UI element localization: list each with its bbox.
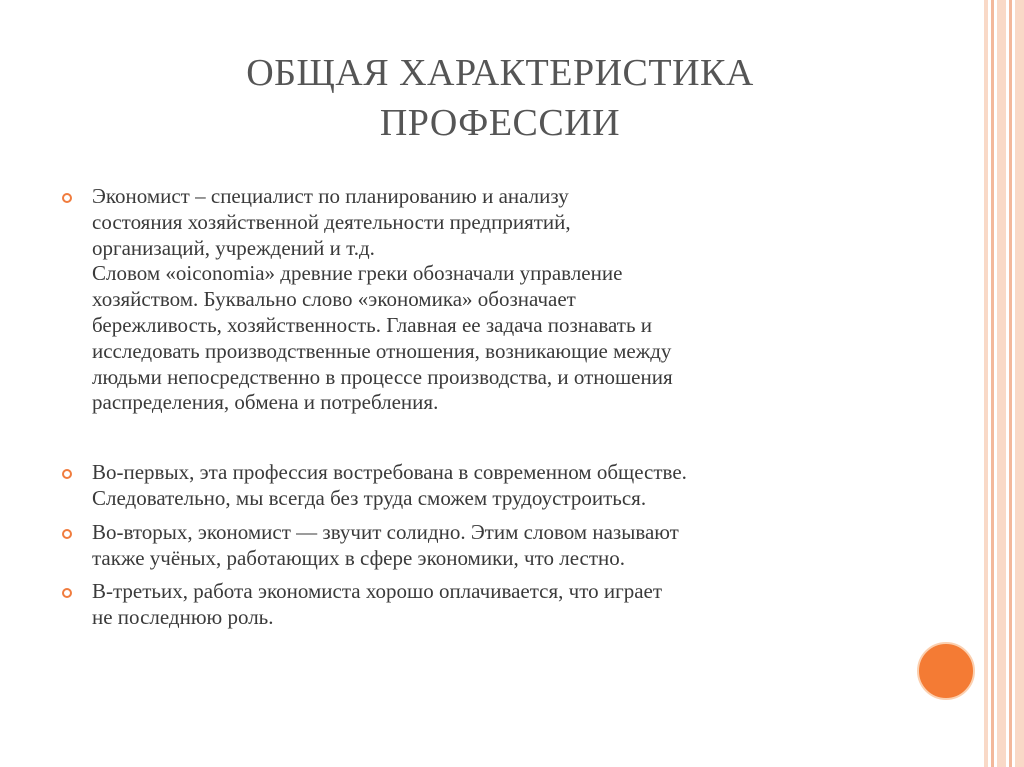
- bullet-line: людьми непосредственно в процессе производства, и отношения: [92, 364, 673, 389]
- bullet-line: не последнюю роль.: [92, 605, 274, 630]
- decorative-circle-icon: [917, 642, 975, 700]
- bullet-item-second: [60, 520, 900, 572]
- bullet-item-third: [60, 579, 900, 631]
- bullet-text: – специалист по планированию и анализу: [189, 184, 569, 208]
- bullet-line: также учёных, работающих в сфере экономики, что лестно.: [92, 545, 626, 570]
- bullet-line: исследовать производственные отношения, возникающие между: [92, 338, 672, 363]
- slide-title: [100, 48, 900, 148]
- bullet-list: [60, 184, 900, 631]
- bullet-item-definition: [60, 184, 900, 416]
- bullet-line: распределения, обмена и потребления.: [92, 390, 439, 415]
- decorative-stripe: [991, 0, 994, 767]
- bullet-line: хозяйством. Буквально слово «экономика» обозначает: [92, 287, 576, 312]
- bullet-line: состояния хозяйственной деятельности предприятий,: [92, 209, 571, 234]
- bullet-line: Во-вторых, экономист — звучит солидно. Этим словом называют: [92, 519, 679, 544]
- bullet-line: [92, 184, 900, 210]
- decorative-stripe: [997, 0, 1006, 767]
- bullet-line: организаций, учреждений и т.д.: [92, 235, 375, 260]
- bullet-line: Словом «oiconomia» древние греки обозначали управление: [92, 261, 623, 286]
- slide-title-line: ОБЩАЯ ХАРАКТЕРИСТИКА: [246, 52, 754, 94]
- bullet-item-first: [60, 460, 900, 512]
- bullet-circle-icon: [62, 193, 72, 203]
- bullet-line: Во-первых, эта профессия востребована в современном обществе.: [92, 460, 687, 485]
- bullet-circle-icon: [62, 469, 72, 479]
- bullet-line: В-третьих, работа экономиста хорошо оплачивается, что играет: [92, 579, 663, 604]
- decorative-stripe: [1009, 0, 1012, 767]
- term-economist: Экономист: [92, 184, 190, 208]
- bullet-circle-icon: [62, 529, 72, 539]
- decorative-stripe: [1015, 0, 1024, 767]
- decorative-stripe: [984, 0, 988, 767]
- bullet-circle-icon: [62, 588, 72, 598]
- slide-title-line: ПРОФЕССИИ: [379, 102, 621, 144]
- bullet-line: бережливость, хозяйственность. Главная ее задача познавать и: [92, 312, 653, 337]
- bullet-line: Следовательно, мы всегда без труда сможем трудоустроиться.: [92, 485, 647, 510]
